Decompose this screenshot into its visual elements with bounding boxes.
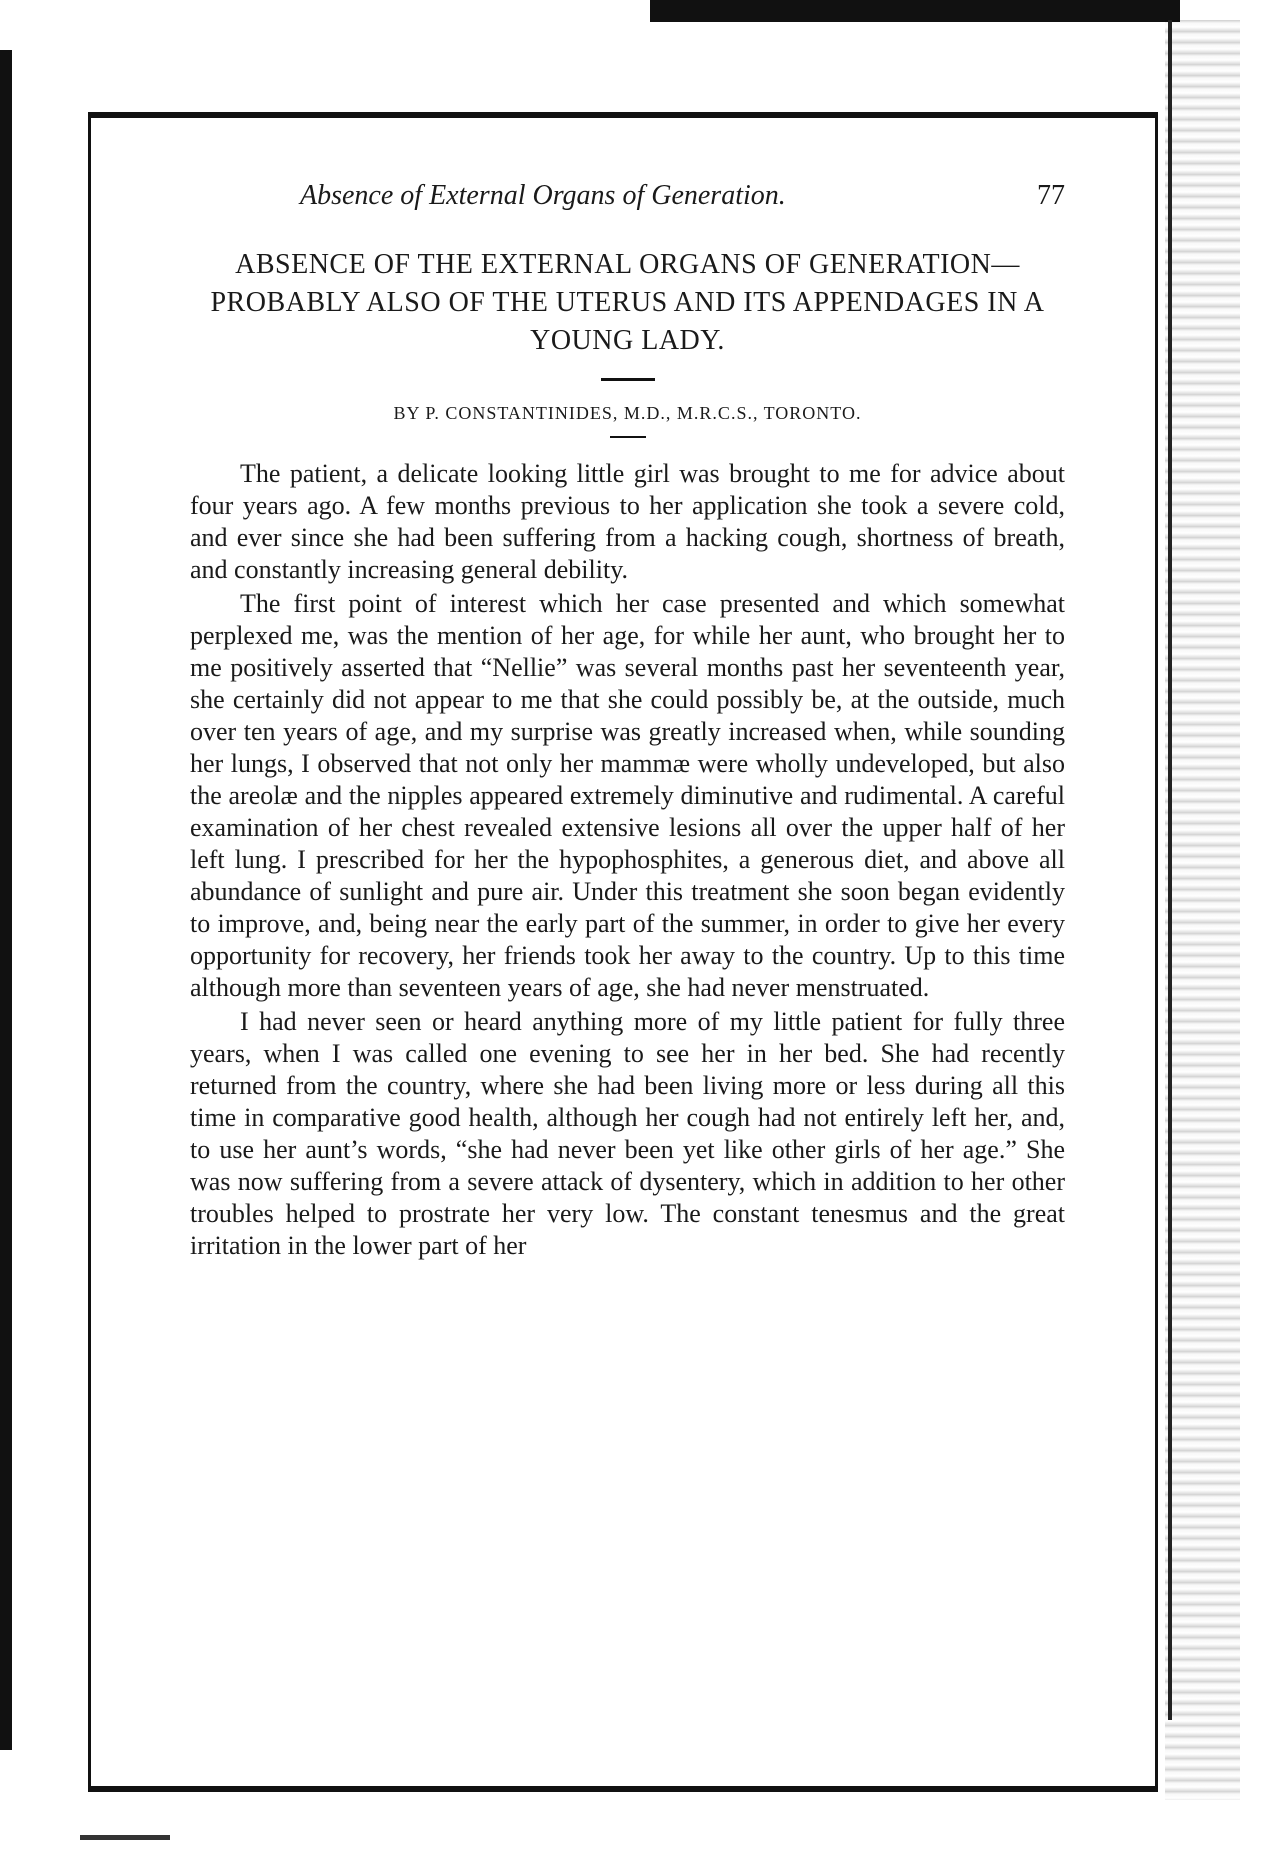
scan-bottom-mark: [80, 1835, 170, 1840]
page-number: 77: [1037, 180, 1065, 211]
page-content: [190, 180, 1065, 1262]
article-body: [190, 458, 1065, 1262]
article-title: ABSENCE OF THE EXTERNAL ORGANS OF GENERATION—PROBABLY ALSO OF THE UTERUS AND ITS APPENDAGES IN A YOUNG LADY.: [210, 249, 1045, 356]
paragraph: The patient, a delicate looking little girl was brought to me for advice about four years ago. A few months previous to her application she took a severe cold, and ever since she had been suffering from a hacking cough, shortness of breath, and constantly increasing general debility.: [190, 459, 1065, 584]
scan-left-edge: [0, 50, 12, 1750]
paragraph: The first point of interest which her case presented and which somewhat perplexed me, was the mention of her age, for while her aunt, who brought her to me positively asserted that “Nellie” was several months past her seventeenth year, she certainly did not appear to me that she could possibly be, at the outside, much over ten years of age, and my surprise was greatly increased when, while sounding her lungs, I observed that not only her mammæ were wholly undeveloped, but also the areolæ and the nipples appeared extremely diminutive and rudimental. A careful examination of her chest revealed extensive lesions all over the upper half of her left lung. I prescribed for her the hypophosphites, a generous diet, and above all abundance of sunlight and pure air. Under this treatment she soon began evidently to improve, and, being near the early part of the summer, in order to give her every opportunity for recovery, her friends took her away to the country. Up to this time although more than seventeen years of age, she had never menstruated.: [190, 589, 1065, 1002]
paragraph: I had never seen or heard anything more of my little patient for fully three years, when I was called one evening to see her in her bed. She had recently returned from the country, where she had been living more or less during all this time in comparative good health, although her cough had not entirely left her, and, to use her aunt’s words, “she had never been yet like other girls of her age.” She was now suffering from a severe attack of dysentery, which in addition to her other troubles helped to prostrate her very low. The constant tenesmus and the great irritation in the lower part of her: [190, 1007, 1065, 1260]
title-divider: [601, 378, 655, 381]
article-byline: BY P. CONSTANTINIDES, M.D., M.R.C.S., TORONTO.: [393, 403, 862, 423]
scan-right-rule: [1168, 20, 1172, 1720]
byline-divider: [610, 436, 646, 438]
running-head-title: Absence of External Organs of Generation.: [300, 180, 786, 211]
running-head: [190, 180, 1065, 220]
scan-top-strip: [650, 0, 1180, 22]
scan-right-margin-noise: [1165, 20, 1240, 1800]
